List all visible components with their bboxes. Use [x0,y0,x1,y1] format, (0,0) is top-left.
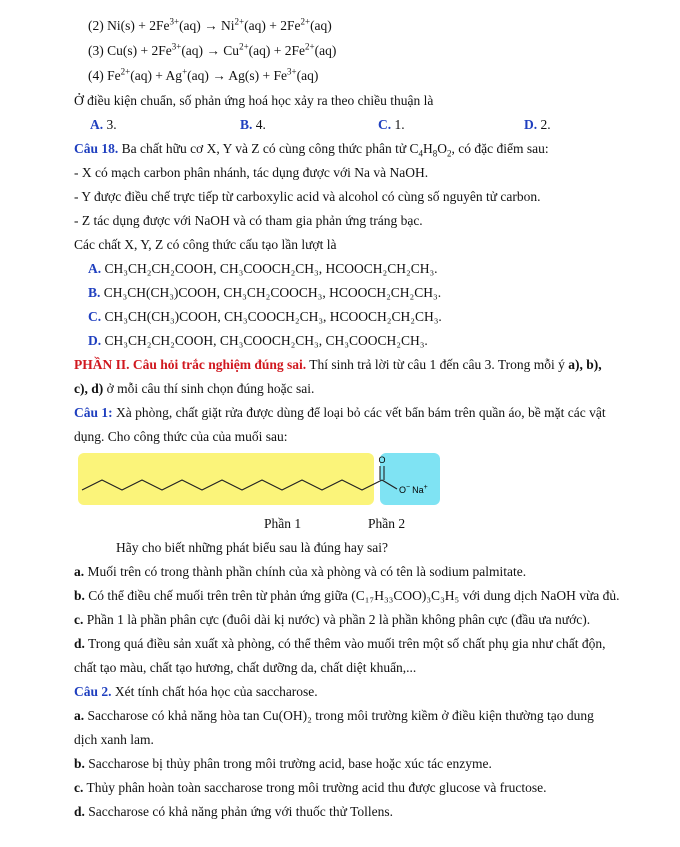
reaction-text: (aq) [310,18,332,33]
q17-stem: Ở điều kiện chuẩn, số phản ứng hoá học xảy ra theo chiều thuận là [74,93,434,108]
charge: 2+ [300,16,311,27]
q17-option-c[interactable] [378,116,405,134]
statement-key: b. [74,756,85,771]
question-label: Câu 2. [74,684,112,699]
reaction-text: (3) Cu(s) + 2Fe [88,43,172,58]
option-text: CH₃CH(CH₃)COOH, CH₃CH₂COOCH₃, HCOOCH₂CH₂CH₃. [100,285,442,300]
reaction-text: (aq) [314,43,337,58]
statement-text: Có thể điều chế muối trên trên từ phản ứng giữa (C₁₇H₃₃COO)₃C₃H₅ với dung dịch NaOH vừa đủ. [84,588,620,603]
part1-highlight [78,453,374,505]
question-text: Xét tính chất hóa học của saccharose. [111,684,318,699]
q18-ask: Các chất X, Y, Z có công thức cấu tạo lần lượt là [74,237,337,252]
oxygen-label: O [378,455,386,465]
statement-text: Muối trên có trong thành phần chính của xà phòng và có tên là sodium palmitate. [84,564,527,579]
charge: 3+ [169,16,180,27]
q17-options [74,116,634,134]
option-key: C. [88,309,102,324]
q17-option-a[interactable] [90,116,117,134]
reaction-text: (aq) → Cu [181,43,240,58]
statement-key: b. [74,588,85,603]
charge: 3+ [287,66,297,77]
statement-key: c. [74,780,84,795]
reaction-text: (aq) + 2Fe [244,18,301,33]
q18-x: - X có mạch carbon phân nhánh, tác dụng được với Na và NaOH. [74,165,429,180]
option-text: 1. [391,117,405,132]
statement-key: c. [74,612,84,627]
c2-statement-d[interactable] [74,803,393,821]
statement-key: d. [74,804,85,819]
option-key: A. [90,117,104,132]
part-intro-bold: c), d) [74,381,104,396]
statement-key: d. [74,636,85,651]
anion-label: O− Na+ [399,484,428,495]
option-text: 3. [103,117,117,132]
part1-label: Phần 1 [264,516,302,531]
c1-stem-cont: dụng. Cho công thức của của muối sau: [74,429,288,444]
question-text: O [437,141,448,156]
q18-option-b[interactable] [88,284,441,302]
part-title: PHẦN II. Câu hỏi trắc nghiệm đúng sai. [74,357,307,372]
c1-ask: Hãy cho biết những phát biểu sau là đúng hay sai? [116,540,388,555]
statement-text: Saccharose có khả năng phản ứng với thuốc thử Tollens. [84,804,394,819]
statement-text: Thủy phân hoàn toàn saccharose trong môi trường acid thu được glucose và fructose. [83,780,547,795]
c2-statement-a[interactable] [74,707,594,725]
option-key: B. [88,285,101,300]
c2-statement-a-cont: dịch xanh lam. [74,732,154,747]
option-text: 4. [252,117,266,132]
q18-option-a[interactable] [88,260,438,278]
subscript: 4 [418,148,424,159]
charge: 2+ [120,66,131,77]
subscript: 2 [447,148,452,159]
part2-heading [74,356,602,374]
option-text: CH₃CH(CH₃)COOH, CH₃COOCH₂CH₃, HCOOCH₂CH₂CH₃. [101,309,442,324]
q18-option-d[interactable] [88,332,428,350]
option-key: A. [88,261,102,276]
option-key: D. [88,333,102,348]
reaction-text: (aq) [296,68,319,83]
q18-y: - Y được điều chế trực tiếp từ carboxylic acid và alcohol có cùng số nguyên tử carbon. [74,189,541,204]
q18-stem [74,140,549,158]
c2-stem [74,683,318,701]
q18-z: - Z tác dụng được với NaOH và có tham gia phản ứng tráng bạc. [74,213,423,228]
c1-statement-a[interactable] [74,563,526,581]
charge: 2+ [239,41,249,52]
reaction-4 [88,67,318,85]
option-key: B. [240,117,253,132]
part2-heading-cont [74,380,314,398]
part2-highlight [380,453,440,505]
question-label: Câu 18. [74,141,119,156]
question-text: Ba chất hữu cơ X, Y và Z có cùng công thức phân tử C [118,141,419,156]
question-label: Câu 1: [74,405,113,420]
sodium-palmitate-structure [74,450,446,512]
charge: + [182,66,188,77]
subscript: 8 [432,148,438,159]
question-text: , có đặc điểm sau: [451,141,549,156]
option-text: CH₃CH₂CH₂COOH, CH₃COOCH₂CH₃, HCOOCH₂CH₂CH₃. [101,261,438,276]
question-text: H [423,141,433,156]
reaction-text: (aq) → Ag(s) + Fe [187,68,287,83]
c2-statement-c[interactable] [74,779,547,797]
option-key: C. [378,117,392,132]
reaction-text: (aq) + Ag [130,68,183,83]
reaction-text: (2) Ni(s) + 2Fe [88,18,170,33]
c1-statement-c[interactable] [74,611,590,629]
c1-stem [74,404,606,422]
charge: 2+ [305,41,315,52]
statement-text: Trong quá điều sản xuất xà phòng, có thể thêm vào muối trên một số chất phụ gia như chất độn, [84,636,606,651]
c1-statement-b[interactable] [74,587,620,605]
c2-statement-b[interactable] [74,755,492,773]
option-text: 2. [537,117,551,132]
part-intro-bold: a), b), [568,357,602,372]
statement-text: Saccharose có khả năng hòa tan Cu(OH)₂ trong môi trường kiềm ở điều kiện thường tạo dung [84,708,594,723]
statement-text: Saccharose bị thủy phân trong môi trường acid, base hoặc xúc tác enzyme. [84,756,492,771]
charge: 3+ [171,41,182,52]
reaction-2 [88,17,332,35]
statement-text: Phần 1 là phần phân cực (đuôi dài kị nước) và phần 2 là phần không phân cực (đầu ưa nước). [83,612,591,627]
q17-option-d[interactable] [524,116,551,134]
part2-label: Phần 2 [368,516,406,531]
part-intro: Thí sinh trả lời từ câu 1 đến câu 3. Trong mỗi ý [306,357,569,372]
option-text: CH₃CH₂CH₂COOH, CH₃COOCH₂CH₃, CH₃COOCH₂CH₃. [101,333,428,348]
c1-statement-d[interactable] [74,635,606,653]
q17-option-b[interactable] [240,116,266,134]
charge: 2+ [234,16,245,27]
option-key: D. [524,117,538,132]
statement-key: a. [74,708,85,723]
question-text: Xà phòng, chất giặt rửa được dùng để loại bỏ các vết bẩn bám trên quần áo, bề mặt các vật [112,405,606,420]
statement-key: a. [74,564,85,579]
c1-statement-d-cont: chất tạo màu, chất tạo hương, chất dưỡng da, chất diệt khuẩn,... [74,660,417,675]
reaction-text: (aq) → Ni [179,18,235,33]
reaction-text: (4) Fe [88,68,121,83]
reaction-3 [88,42,336,60]
q18-option-c[interactable] [88,308,442,326]
reaction-text: (aq) + 2Fe [248,43,305,58]
part-intro: ở mỗi câu thí sinh chọn đúng hoặc sai. [103,381,315,396]
